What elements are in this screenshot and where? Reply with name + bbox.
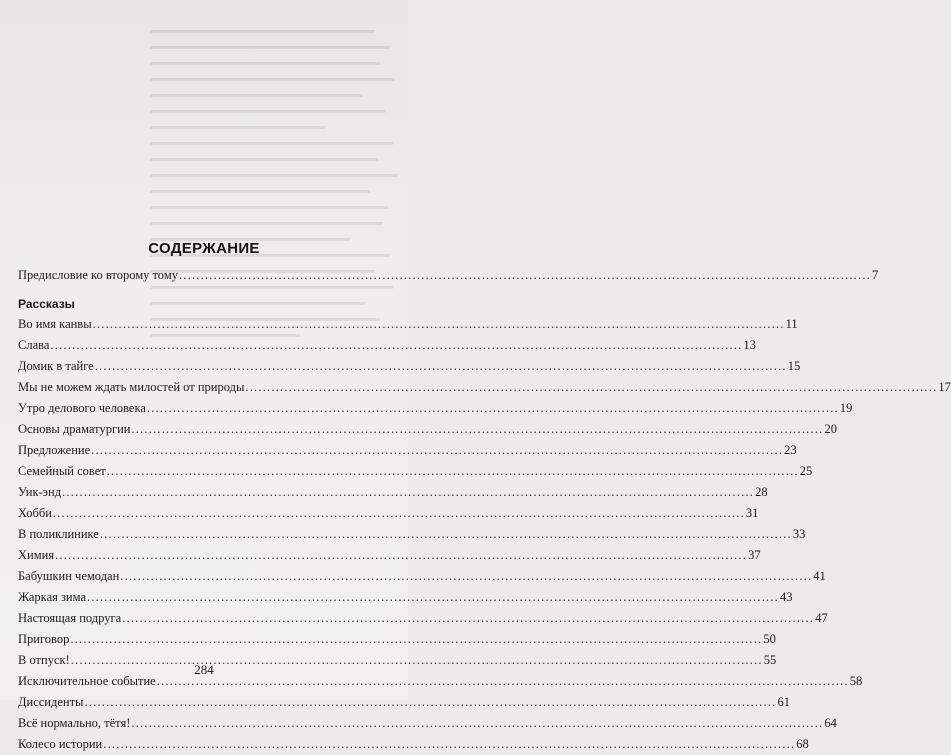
toc-entry-page: 28 (755, 485, 768, 499)
toc-entry-title: Домик в тайге (18, 359, 94, 373)
toc-entry (18, 377, 951, 398)
toc-leader-dots (95, 356, 787, 377)
toc-entry (18, 461, 813, 482)
toc-entry-title: Исключительное событие (18, 674, 156, 688)
toc-entry-page: 43 (780, 590, 793, 604)
toc-entry-page: 7 (871, 268, 879, 282)
toc-entry-page: 50 (763, 632, 776, 646)
toc-entry-page: 58 (849, 674, 863, 688)
toc-entry-page: 47 (815, 611, 828, 625)
toc-entry (18, 734, 809, 755)
toc-leader-dots (50, 335, 742, 356)
toc-leader-dots (131, 713, 823, 734)
toc-leader-dots (62, 482, 754, 503)
toc-entry (18, 587, 793, 608)
toc-entry-page: 61 (777, 695, 790, 709)
toc-leader-dots (245, 377, 937, 398)
toc-leader-dots (55, 545, 747, 566)
toc-entry-title: Во имя канвы (18, 317, 92, 331)
toc-entry (18, 356, 801, 377)
toc-entry (18, 314, 798, 335)
toc-leader-dots (93, 314, 785, 335)
toc-leader-dots (103, 734, 795, 755)
toc-entry-page: 19 (839, 401, 853, 415)
toc-entry (18, 629, 776, 650)
toc-leader-dots (107, 461, 799, 482)
toc-entry-title: Приговор (18, 632, 70, 646)
toc-leader-dots (87, 587, 779, 608)
toc-entry-title: Бабушкин чемодан (18, 569, 120, 583)
toc-entry-page: 11 (785, 317, 798, 331)
toc-entry-page: 64 (824, 716, 837, 730)
toc-entry-title: Всё нормально, тётя! (18, 716, 131, 730)
toc-entry-title: Семейный совет (18, 464, 106, 478)
toc-entry-page: 31 (745, 506, 759, 520)
toc-entry-page: 33 (792, 527, 806, 541)
toc-entry (18, 398, 853, 419)
toc-entry (18, 482, 768, 503)
toc-entry-page: 55 (763, 653, 777, 667)
toc-leader-dots (131, 419, 823, 440)
toc-entry (18, 545, 761, 566)
toc-entry (18, 335, 756, 356)
toc-entry (18, 713, 837, 734)
toc-entry (18, 419, 837, 440)
toc-entry-page: 15 (787, 359, 801, 373)
toc-entry-title: В поликлинике (18, 527, 99, 541)
toc-entry-title: Уик-энд (18, 485, 62, 499)
toc-entry-title: Химия (18, 548, 55, 562)
toc-entry-page: 25 (799, 464, 813, 478)
toc-entry-page: 20 (824, 422, 837, 436)
toc-entry-title: Диссиденты (18, 695, 84, 709)
toc-entry (18, 692, 790, 713)
toc-entry-page: 68 (796, 737, 809, 751)
toc-entry-title: Хобби (18, 506, 52, 520)
toc-entry-title: Предисловие ко второму тому (18, 268, 178, 282)
contents-heading: СОДЕРЖАНИЕ (148, 240, 260, 257)
toc-entry-list (18, 314, 951, 755)
toc-leader-dots (84, 692, 776, 713)
toc-entry-title: Мы не можем ждать милостей от природы (18, 380, 245, 394)
toc-entry-title: В отпуск! (18, 653, 70, 667)
section-heading: Рассказы (18, 297, 75, 311)
toc-entry-page: 13 (743, 338, 756, 352)
toc-leader-dots (122, 608, 814, 629)
toc-leader-dots (91, 440, 783, 461)
toc-entry-title: Основы драматургии (18, 422, 131, 436)
toc-leader-dots (179, 265, 871, 286)
toc-entry-page: 23 (784, 443, 797, 457)
toc-entry-title: Настоящая подруга (18, 611, 122, 625)
toc-entry-page: 17 (938, 380, 951, 394)
toc-entry (18, 608, 828, 629)
toc-entry-page: 37 (748, 548, 761, 562)
toc-entry (18, 566, 826, 587)
toc-entry-title: Жаркая зима (18, 590, 86, 604)
toc-leader-dots (147, 398, 839, 419)
toc-leader-dots (120, 566, 812, 587)
toc-entry-page: 41 (813, 569, 826, 583)
toc-entry-title: Утро делового человека (18, 401, 146, 415)
toc-leader-dots (53, 503, 745, 524)
toc-leader-dots (100, 524, 792, 545)
toc-leader-dots (70, 629, 762, 650)
page-number: 284 (194, 662, 214, 677)
toc-entry (18, 503, 759, 524)
table-of-contents (18, 265, 951, 755)
toc-entry (18, 440, 797, 461)
toc-entry-preface (18, 265, 879, 286)
toc-entry-title: Предложение (18, 443, 91, 457)
toc-entry-title: Колесо истории (18, 737, 103, 751)
toc-entry (18, 524, 806, 545)
toc-entry-title: Слава (18, 338, 50, 352)
